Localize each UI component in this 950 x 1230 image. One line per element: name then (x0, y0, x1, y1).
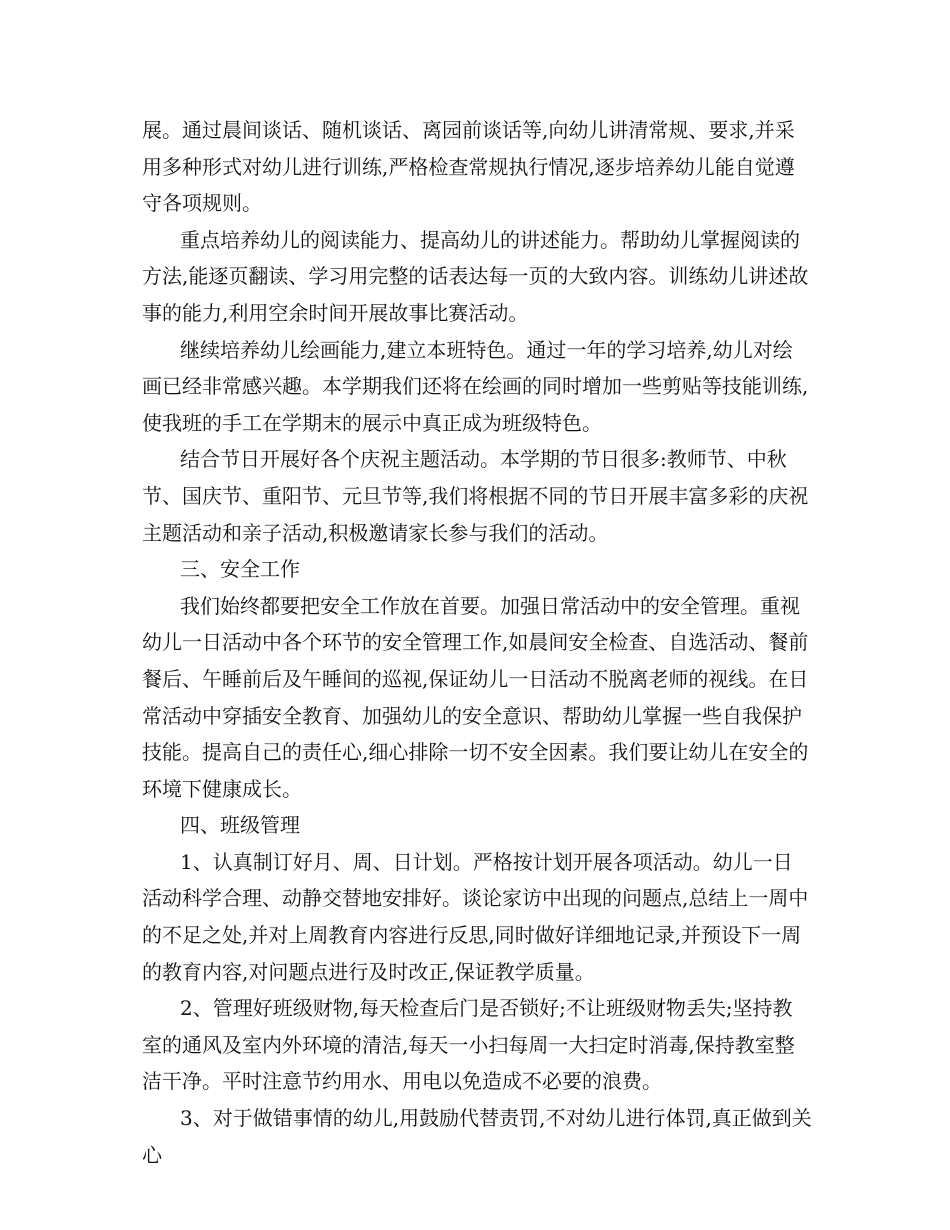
paragraph-encouragement: 3、对于做错事情的幼儿,用鼓励代替责罚,不对幼儿进行体罚,真正做到关心 (142, 1106, 812, 1167)
paragraph-class-property: 2、管理好班级财物,每天检查后门是否锁好;不让班级财物丢失;坚持教室的通风及室内外环境的清洁,每天一小扫每周一大扫定时消毒,保持教室整洁干净。平时注意节约用水、用电以免造成不必要的浪费。 (142, 996, 795, 1094)
paragraph-festival-activities: 结合节日开展好各个庆祝主题活动。本学期的节日很多:教师节、中秋节、国庆节、重阳节、元旦节等,我们将根据不同的节日开展丰富多彩的庆祝主题活动和亲子活动,积极邀请家长参与我们的活动。 (142, 447, 809, 545)
paragraph-safety-work: 我们始终都要把安全工作放在首要。加强日常活动中的安全管理。重视幼儿一日活动中各个环节的安全管理工作,如晨间安全检查、自选活动、餐前餐后、午睡前后及午睡间的巡视,保证幼儿一日活动不脱离老师的视线。在日常活动中穿插安全教育、加强幼儿的安全意识、帮助幼儿掌握一些自我保护技能。提高自己的责任心,细心排除一切不安全因素。我们要让幼儿在安全的环境下健康成长。 (142, 593, 809, 801)
paragraph-reading-ability: 重点培养幼儿的阅读能力、提高幼儿的讲述能力。帮助幼儿掌握阅读的方法,能逐页翻读、学习用完整的话表达每一页的大致内容。训练幼儿讲述故事的能力,利用空余时间开展故事比赛活动。 (142, 227, 809, 325)
paragraph-drawing-ability: 继续培养幼儿绘画能力,建立本班特色。通过一年的学习培养,幼儿对绘画已经非常感兴趣。本学期我们还将在绘画的同时增加一些剪贴等技能训练,使我班的手工在学期末的展示中真正成为班级特色。 (142, 337, 809, 435)
paragraph-continuation: 展。通过晨间谈话、随机谈话、离园前谈话等,向幼儿讲清常规、要求,并采用多种形式对幼儿进行训练,严格检查常规执行情况,逐步培养幼儿能自觉遵守各项规则。 (142, 118, 795, 216)
section-heading-class-management: 四、班级管理 (180, 813, 300, 838)
document-body (142, 112, 812, 1173)
section-heading-safety: 三、安全工作 (180, 557, 300, 582)
paragraph-plan-making: 1、认真制订好月、周、日计划。严格按计划开展各项活动。幼儿一日活动科学合理、动静交替地安排好。谈论家访中出现的问题点,总结上一周中的不足之处,并对上周教育内容进行反思,同时做好详细地记录,并预设下一周的教育内容,对问题点进行及时改正,保证教学质量。 (142, 849, 809, 984)
